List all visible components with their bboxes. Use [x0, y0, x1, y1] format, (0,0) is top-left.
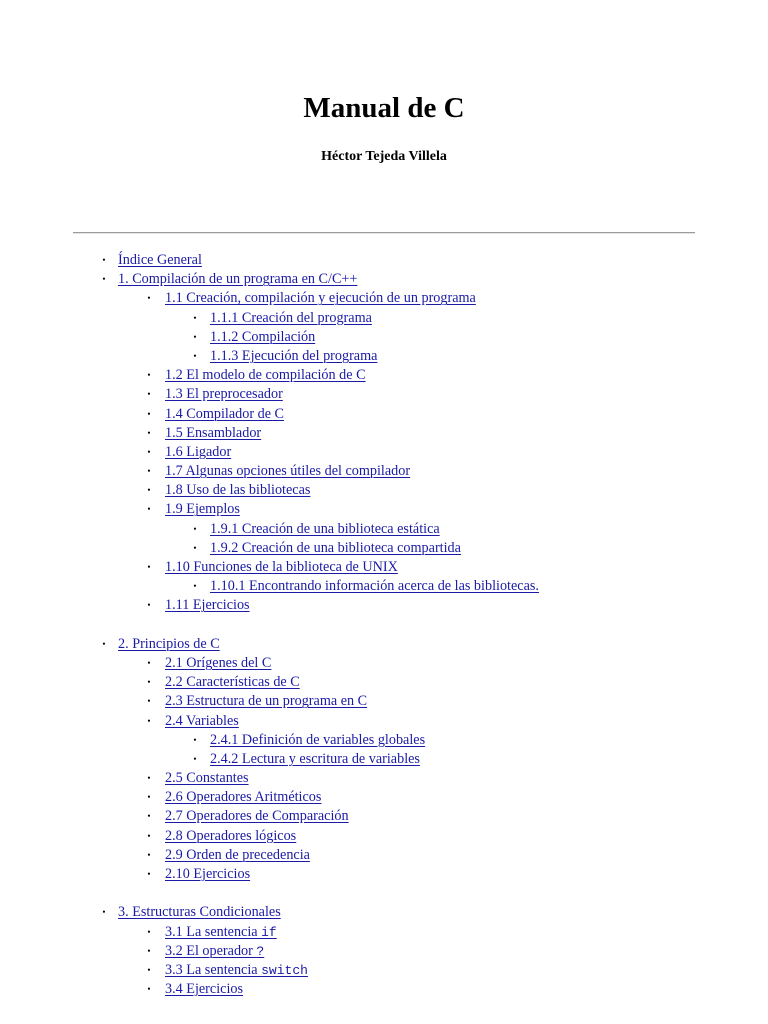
toc-item [0, 366, 768, 385]
toc-link[interactable] [118, 903, 281, 922]
toc-link[interactable] [165, 654, 271, 673]
toc-link-label: 2. Principios de C [118, 635, 220, 652]
toc-link[interactable] [165, 788, 321, 807]
bullet-icon: • [147, 389, 151, 400]
toc-link-label: 2.8 Operadores lógicos [165, 827, 297, 844]
toc-item [0, 961, 768, 980]
toc-link-label: 1.2 El modelo de compilación de C [165, 367, 366, 384]
toc-item [0, 251, 768, 270]
toc-link[interactable] [165, 846, 310, 865]
toc-item [0, 500, 768, 519]
toc-link[interactable] [165, 961, 308, 980]
toc-link-label: 1.10.1 Encontrando información acerca de las bibliotecas. [210, 578, 539, 595]
toc-link[interactable] [118, 635, 220, 654]
toc-link[interactable] [165, 827, 296, 846]
toc-item [0, 635, 768, 654]
toc-link-label: 3.2 El operador [165, 942, 257, 959]
bullet-icon: • [193, 350, 197, 361]
toc-link-label: 1.1.1 Creación del programa [210, 309, 372, 326]
bullet-icon: • [147, 370, 151, 381]
toc-item [0, 270, 768, 289]
toc-item [0, 827, 768, 846]
toc-link-label: 1.9.1 Creación de una biblioteca estática [210, 520, 440, 537]
bullet-icon: • [147, 466, 151, 477]
bullet-icon: • [147, 600, 151, 611]
toc-link-label: 2.4.1 Definición de variables globales [210, 731, 426, 748]
toc-item [0, 577, 768, 596]
toc-item [0, 903, 768, 922]
toc-link-label: 1.6 Ligador [165, 443, 232, 460]
table-of-contents [0, 251, 768, 999]
toc-link[interactable] [165, 481, 310, 500]
bullet-icon: • [147, 293, 151, 304]
toc-item [0, 712, 768, 731]
toc-item [0, 405, 768, 424]
bullet-icon: • [147, 773, 151, 784]
bullet-icon: • [193, 523, 197, 534]
bullet-icon: • [193, 312, 197, 323]
bullet-icon: • [102, 255, 106, 265]
bullet-icon: • [193, 331, 197, 342]
toc-link[interactable] [165, 980, 243, 999]
toc-link[interactable] [165, 289, 476, 308]
toc-link[interactable] [210, 750, 420, 769]
toc-link-label: 1.11 Ejercicios [165, 597, 250, 614]
toc-link[interactable] [165, 769, 249, 788]
toc-link-label: Índice General [118, 252, 202, 268]
toc-link[interactable] [165, 443, 231, 462]
toc-link-label: 2.5 Constantes [165, 770, 249, 787]
toc-link-label: 1.1 Creación, compilación y ejecución de un programa [165, 290, 476, 307]
toc-link[interactable] [210, 328, 315, 347]
bullet-icon: • [147, 849, 151, 860]
toc-link[interactable] [165, 712, 239, 731]
toc-link[interactable] [210, 577, 539, 596]
toc-link-label: 2.2 Características de C [165, 674, 300, 691]
toc-item [0, 980, 768, 999]
toc-link[interactable] [165, 865, 250, 884]
toc-link[interactable] [165, 366, 366, 385]
bullet-icon: • [147, 715, 151, 726]
toc-link[interactable] [118, 270, 357, 289]
bullet-icon: • [147, 408, 151, 419]
author-name: Héctor Tejeda Villela [321, 149, 447, 164]
toc-item [0, 347, 768, 366]
toc-link-code: switch [261, 962, 308, 978]
bullet-icon: • [102, 907, 106, 918]
toc-link[interactable] [210, 309, 372, 328]
toc-link[interactable] [165, 942, 264, 961]
toc-link[interactable] [210, 539, 461, 558]
toc-link[interactable] [165, 500, 240, 519]
toc-link-label: 2.4.2 Lectura y escritura de variables [210, 750, 420, 767]
bullet-icon: • [147, 485, 151, 496]
toc-link-label: 2.1 Orígenes del C [165, 654, 272, 671]
bullet-icon: • [147, 945, 151, 956]
toc-link[interactable] [165, 673, 300, 692]
bullet-icon: • [102, 274, 106, 285]
toc-item [0, 692, 768, 711]
bullet-icon: • [193, 753, 197, 764]
toc-item [0, 443, 768, 462]
bullet-icon: • [147, 984, 151, 995]
toc-link-code: if [261, 924, 277, 940]
toc-item [0, 328, 768, 347]
toc-item [0, 520, 768, 539]
toc-item [0, 673, 768, 692]
toc-link-label: 1.9 Ejemplos [165, 501, 240, 518]
toc-link-label: 2.10 Ejercicios [165, 866, 251, 882]
toc-link-label: 1.10 Funciones de la biblioteca de UNIX [165, 559, 398, 575]
toc-link[interactable] [165, 692, 367, 711]
bullet-icon: • [193, 734, 197, 745]
toc-item [0, 481, 768, 500]
toc-item [0, 846, 768, 865]
toc-link[interactable] [165, 385, 283, 404]
toc-item [0, 865, 768, 884]
toc-item [0, 309, 768, 328]
toc-link[interactable] [210, 731, 425, 750]
bullet-icon: • [147, 657, 151, 668]
toc-item [0, 769, 768, 788]
toc-link-label: 3.3 La sentencia [165, 961, 262, 978]
toc-link-label: 1.8 Uso de las bibliotecas [165, 482, 311, 499]
page-title: Manual de C [303, 92, 465, 124]
toc-link-label: 2.3 Estructura de un programa en C [165, 693, 368, 710]
toc-link-label: 1. Compilación de un programa en C/C++ [118, 271, 358, 288]
bullet-icon: • [147, 677, 151, 688]
toc-link-label: 2.9 Orden de precedencia [165, 846, 310, 863]
bullet-icon: • [147, 427, 151, 438]
toc-link-label: 1.5 Ensamblador [165, 424, 262, 441]
toc-item [0, 289, 768, 308]
toc-link[interactable] [165, 405, 284, 424]
toc-link-label: 1.1.3 Ejecución del programa [210, 347, 378, 364]
bullet-icon: • [193, 542, 197, 553]
bullet-icon: • [147, 926, 151, 937]
toc-link-label: 3. Estructuras Condicionales [118, 904, 281, 921]
toc-item [0, 539, 768, 558]
toc-link-label: 1.9.2 Creación de una biblioteca compartida [210, 539, 461, 556]
toc-link-label: 2.6 Operadores Aritméticos [165, 789, 322, 806]
bullet-icon: • [147, 811, 151, 822]
toc-item [0, 750, 768, 769]
bullet-icon: • [102, 638, 106, 649]
toc-item [0, 385, 768, 404]
toc-item [0, 424, 768, 443]
toc-item [0, 654, 768, 673]
toc-link-label: 1.3 El preprocesador [165, 386, 283, 403]
toc-link-label: 2.7 Operadores de Comparación [165, 808, 349, 825]
toc-link[interactable] [165, 596, 250, 615]
toc-item [0, 731, 768, 750]
bullet-icon: • [147, 869, 151, 879]
bullet-icon: • [193, 581, 197, 592]
toc-link-label: 1.1.2 Compilación [210, 328, 316, 345]
bullet-icon: • [147, 696, 151, 707]
toc-item [0, 942, 768, 961]
toc-link[interactable] [165, 462, 410, 481]
toc-item [0, 462, 768, 481]
toc-link[interactable] [165, 923, 277, 942]
bullet-icon: • [147, 792, 151, 803]
toc-item [0, 788, 768, 807]
toc-item [0, 558, 768, 577]
toc-link[interactable] [165, 558, 398, 577]
toc-link-label: 1.7 Algunas opciones útiles del compilador [165, 463, 411, 480]
bullet-icon: • [147, 504, 151, 515]
toc-item [0, 807, 768, 826]
toc-link[interactable] [210, 347, 377, 366]
toc-link-label: 1.4 Compilador de C [165, 405, 285, 422]
horizontal-rule [73, 232, 695, 234]
toc-link[interactable] [165, 807, 349, 826]
toc-item [0, 596, 768, 615]
toc-link[interactable] [118, 251, 202, 270]
bullet-icon: • [147, 446, 151, 457]
bullet-icon: • [147, 830, 151, 841]
toc-link-label: 3.4 Ejercicios [165, 981, 244, 998]
toc-link-label: 3.1 La sentencia [165, 923, 262, 940]
toc-item [0, 923, 768, 942]
toc-link-code: ? [256, 943, 265, 959]
toc-link[interactable] [165, 424, 261, 443]
toc-link-label: 2.4 Variables [165, 712, 239, 729]
bullet-icon: • [147, 964, 151, 975]
toc-link[interactable] [210, 520, 440, 539]
bullet-icon: • [147, 562, 151, 572]
